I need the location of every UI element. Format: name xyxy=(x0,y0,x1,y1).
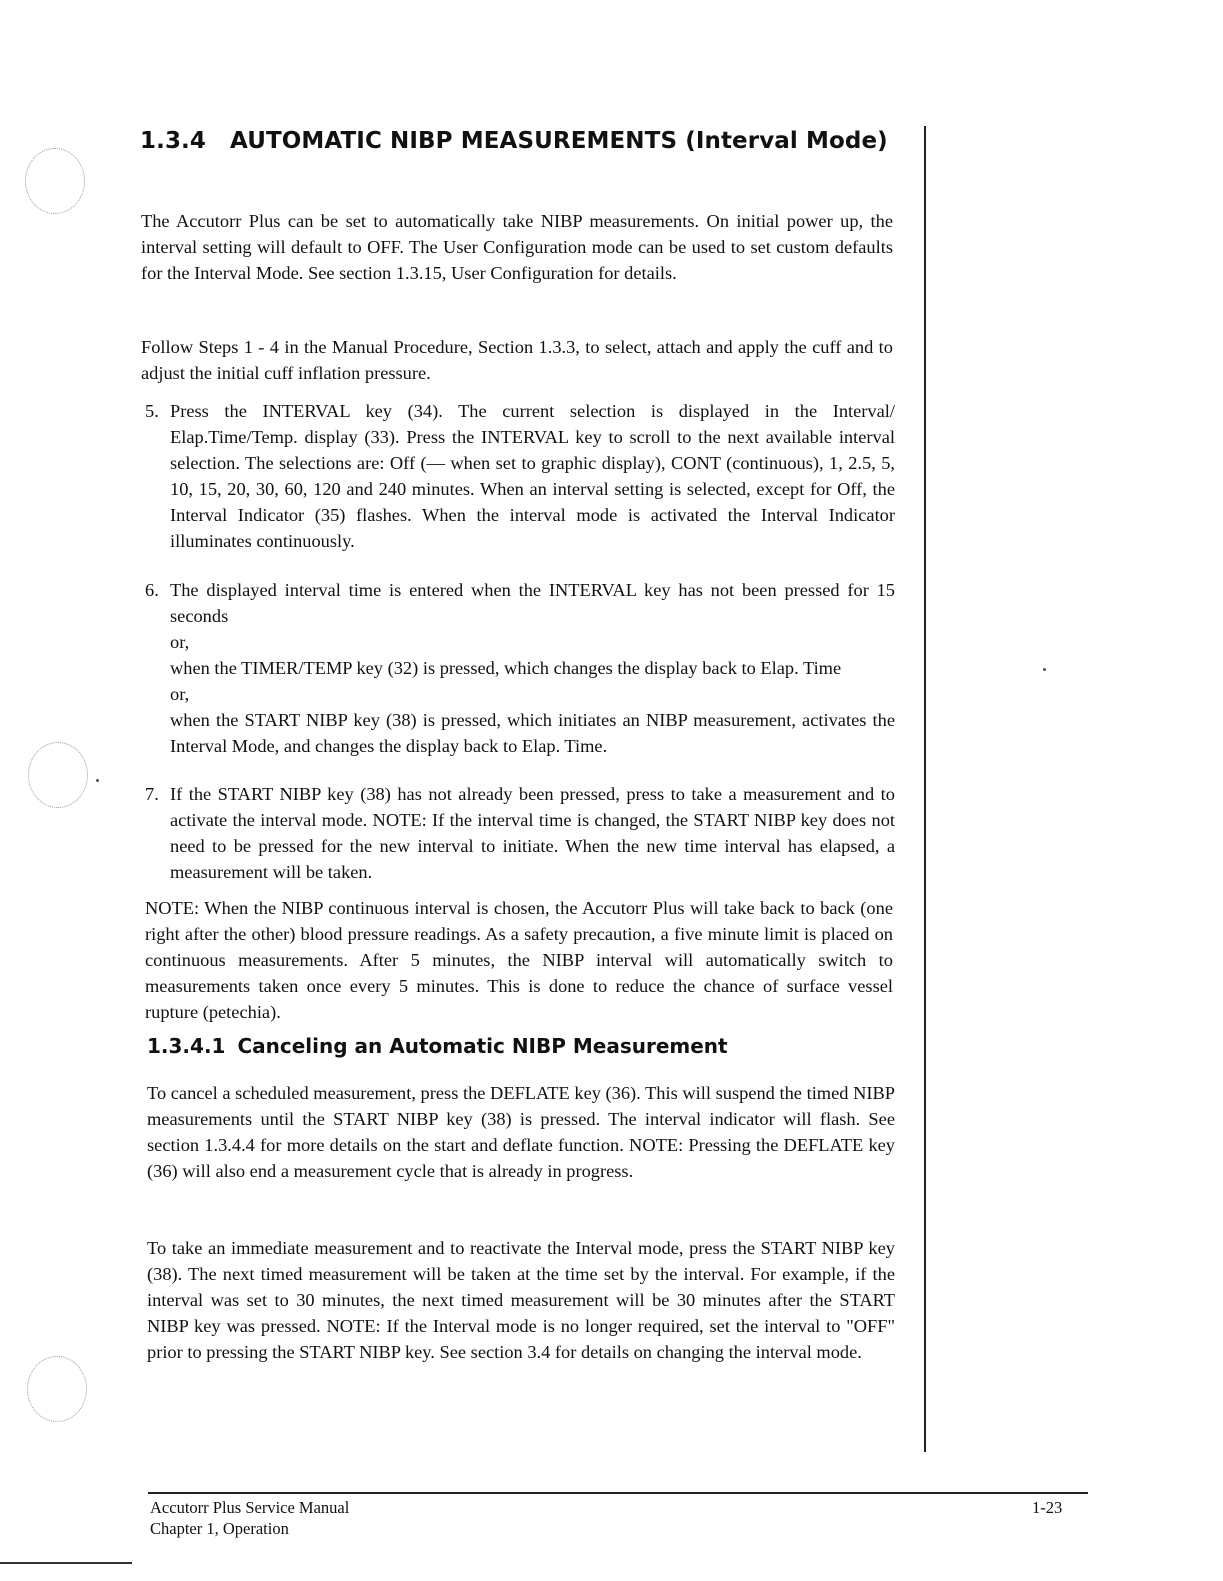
step-number: 5. xyxy=(145,401,159,421)
punch-hole-mark xyxy=(25,148,85,214)
subsection-heading xyxy=(147,1034,728,1058)
step-text: The displayed interval time is entered when the INTERVAL key has not been pressed for 15 seconds xyxy=(170,580,895,626)
step-item xyxy=(145,781,895,885)
page-number: 1-23 xyxy=(1032,1498,1063,1517)
note-paragraph: NOTE: When the NIBP continuous interval is chosen, the Accutorr Plus will take back to back (one right after the other) blood pressure readings. As a safety precaution, a five minute limit is placed on continuous measurements. After 5 minutes, the NIBP interval will automatically switch to measurements taken once every 5 minutes. This is done to reduce the chance of surface vessel rupture (petechia). xyxy=(145,898,893,1022)
step-item xyxy=(145,398,895,554)
footer-rule xyxy=(148,1492,1088,1494)
footer-manual-title: Accutorr Plus Service Manual xyxy=(150,1498,350,1517)
step-number: 6. xyxy=(145,580,159,600)
scan-speck xyxy=(1043,668,1046,671)
step-text: If the START NIBP key (38) has not already been pressed, press to take a measurement and to activate the interval mode. NOTE: If the interval time is changed, the START NIBP key does not need to be pressed for the new interval to initiate. When the new time interval has elapsed, a measurement will be taken. xyxy=(170,784,895,882)
subsection-number: 1.3.4.1 xyxy=(147,1034,226,1058)
scan-edge-line xyxy=(0,1562,132,1564)
step-number: 7. xyxy=(145,784,159,804)
cancel-paragraph: To cancel a scheduled measurement, press the DEFLATE key (36). This will suspend the timed NIBP measurements until the START NIBP key (38) is pressed. The interval indicator will flash. See section 1.3.4.4 for more details on the start and deflate function. NOTE: Pressing the DEFLATE key (36) will also end a measurement cycle that is already in progress. xyxy=(147,1083,895,1181)
footer-chapter: Chapter 1, Operation xyxy=(150,1519,289,1538)
intro-paragraph: The Accutorr Plus can be set to automatically take NIBP measurements. On initial power up, the interval setting will default to OFF. The User Configuration mode can be used to set custom defaults for the Interval Mode. See section 1.3.15, User Configuration for details. xyxy=(141,211,893,283)
footer-info xyxy=(150,1497,349,1539)
section-heading xyxy=(140,128,888,154)
subsection-title: Canceling an Automatic NIBP Measurement xyxy=(237,1034,728,1058)
step-item xyxy=(145,577,895,759)
section-number: 1.3.4 xyxy=(140,128,206,154)
section-title: AUTOMATIC NIBP MEASUREMENTS (Interval Mode) xyxy=(230,128,888,154)
punch-hole-mark xyxy=(28,742,88,808)
step-text: when the START NIBP key (38) is pressed, which initiates an NIBP measurement, activates the Interval Mode, and changes the display back to Elap. Time. xyxy=(170,710,895,756)
step-text: or, xyxy=(170,684,190,704)
scan-speck xyxy=(96,779,99,782)
step-text: or, xyxy=(170,632,190,652)
punch-hole-mark xyxy=(27,1356,87,1422)
step-text: when the TIMER/TEMP key (32) is pressed, which changes the display back to Elap. Time xyxy=(170,658,842,678)
cancel-paragraph: To take an immediate measurement and to reactivate the Interval mode, press the START NIBP key (38). The next timed measurement will be taken at the time set by the interval. For example, if the interval was set to 30 minutes, the next timed measurement will be 30 minutes after the START NIBP key was pressed. NOTE: If the Interval mode is no longer required, set the interval to "OFF" prior to pressing the START NIBP key. See section 3.4 for details on changing the interval mode. xyxy=(147,1238,895,1362)
step-text: Press the INTERVAL key (34). The current selection is displayed in the Interval/ Elap.Time/Temp. display (33). Press the INTERVAL key to scroll to the next available interval selection. The selections are: Off (— when set to graphic display), CONT (continuous), 1, 2.5, 5, 10, 15, 20, 30, 60, 120 and 240 minutes. When an interval setting is selected, except for Off, the Interval Indicator (35) flashes. When the interval mode is activated the Interval Indicator illuminates continuously. xyxy=(170,401,895,551)
intro-paragraph: Follow Steps 1 - 4 in the Manual Procedure, Section 1.3.3, to select, attach and apply the cuff and to adjust the initial cuff inflation pressure. xyxy=(141,337,893,383)
margin-rule xyxy=(924,126,926,1452)
